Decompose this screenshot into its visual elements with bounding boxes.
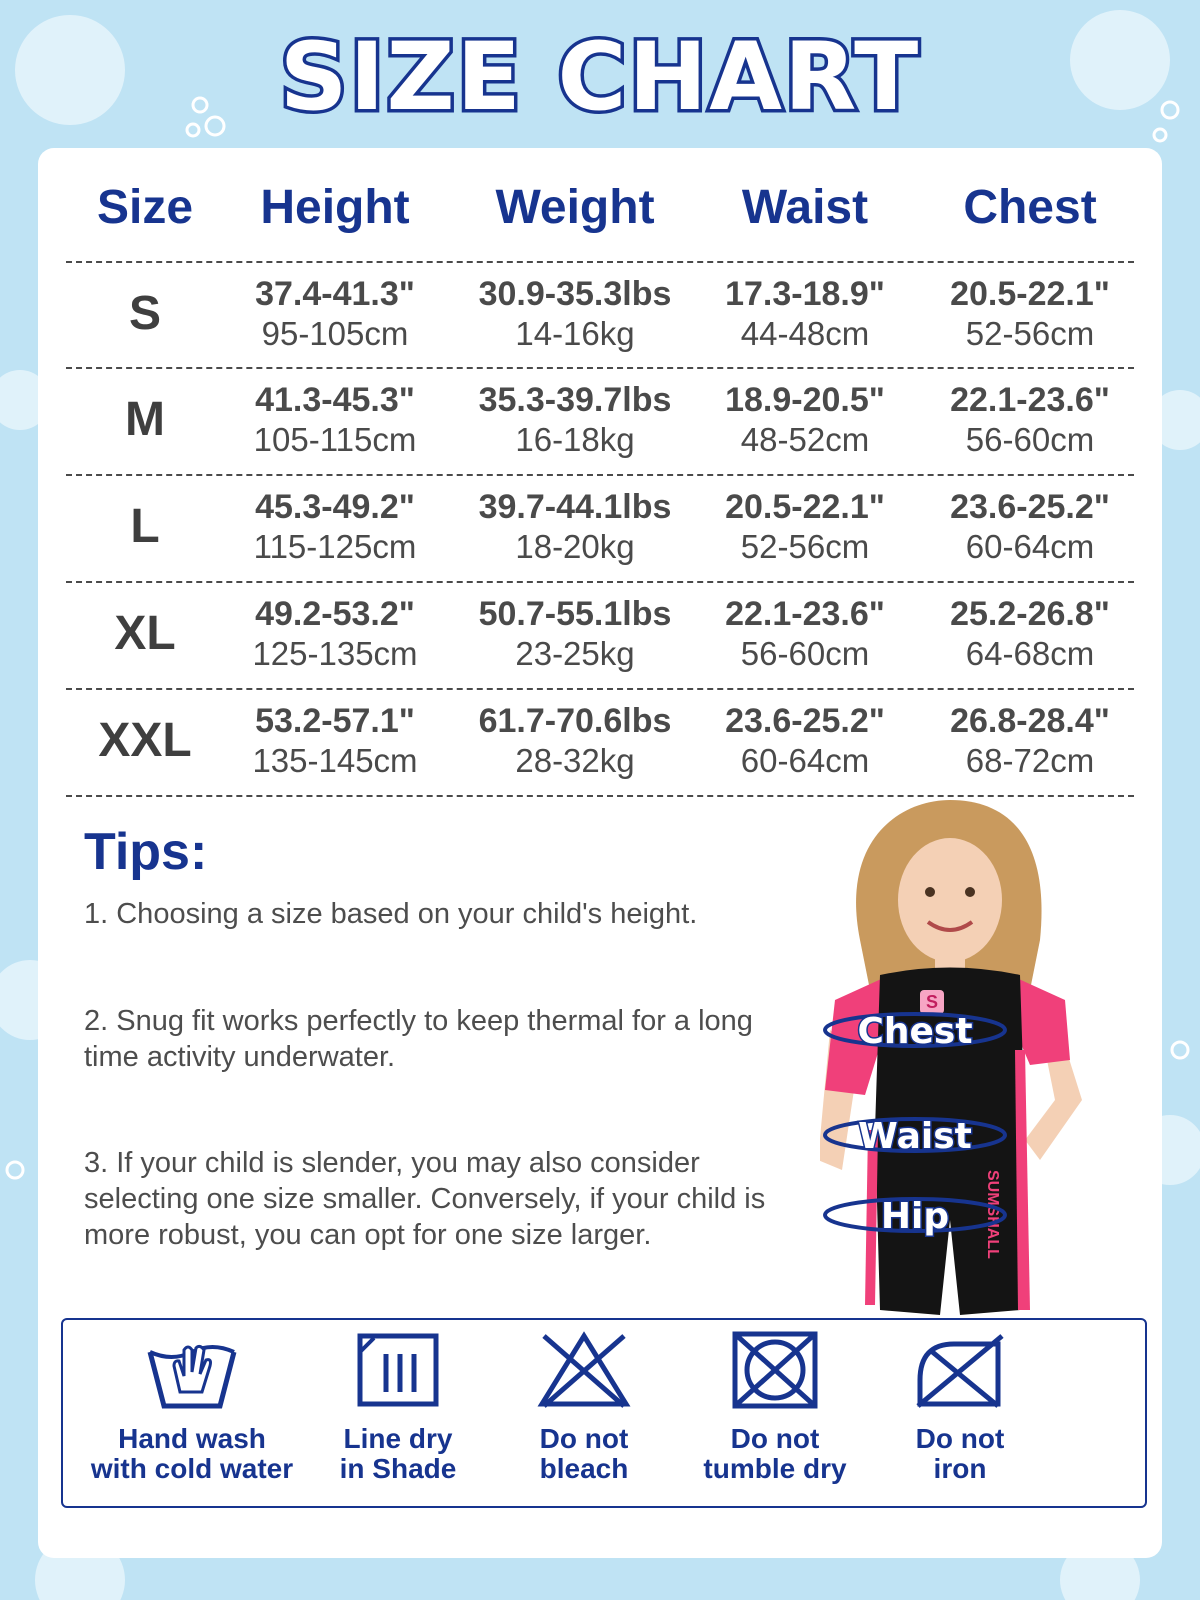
care-label-line2: in Shade [339,1453,457,1484]
chest-cm: 52-56cm [965,315,1095,352]
chest-cell [915,487,1145,567]
tips-heading: Tips: [84,823,208,881]
chest-inches: 25.2-26.8" [950,595,1110,633]
column-header-waist: Waist [741,181,869,234]
care-label-line2: tumble dry [703,1453,847,1484]
height-cm: 105-115cm [253,421,417,458]
waist-cm: 60-64cm [740,742,870,779]
height-cell [230,701,440,781]
tip-item-1: 1. Choosing a size based on your child's height. [84,898,698,930]
care-label-line2: with cold water [90,1453,294,1484]
column-header-weight: Weight [495,181,655,234]
hip-label: Hip [880,1196,950,1237]
no-iron-icon [910,1330,1010,1410]
hand-wash-icon [142,1330,242,1410]
child-wetsuit-figure [820,800,1090,1320]
care-label-line1: Do not [539,1423,629,1454]
waist-cm: 56-60cm [740,635,870,672]
weight-lbs: 39.7-44.1lbs [478,488,672,526]
weight-cell [455,594,695,674]
chest-cm: 68-72cm [965,742,1095,779]
height-cell [230,274,440,354]
height-inches: 37.4-41.3" [255,275,415,313]
waist-cell [700,594,910,674]
weight-lbs: 35.3-39.7lbs [478,381,672,419]
height-cm: 115-125cm [253,528,417,565]
table-divider [66,688,1134,690]
table-divider [66,367,1134,369]
chest-inches: 26.8-28.4" [950,702,1110,740]
waist-inches: 17.3-18.9" [725,275,885,313]
waist-cm: 44-48cm [740,315,870,352]
size-label: XXL [98,714,192,767]
chest-cm: 60-64cm [965,528,1095,565]
weight-kg: 16-18kg [515,421,635,458]
column-header-chest: Chest [963,181,1097,234]
height-cell [230,487,440,567]
column-header-size: Size [96,181,194,234]
weight-cell [455,274,695,354]
weight-lbs: 30.9-35.3lbs [478,275,672,313]
chest-inches: 20.5-22.1" [950,275,1110,313]
size-label: M [125,393,165,446]
waist-inches: 22.1-23.6" [725,595,885,633]
height-cm: 125-135cm [252,635,418,672]
care-label-line1: Do not [730,1423,820,1454]
height-inches: 41.3-45.3" [255,381,415,419]
waist-inches: 20.5-22.1" [725,488,885,526]
height-cell [230,594,440,674]
care-item-no-iron [850,1330,1070,1484]
line-dry-icon [348,1330,448,1410]
weight-cell [455,380,695,460]
waist-cell [700,380,910,460]
care-item-hand-wash [82,1330,302,1484]
table-divider [66,474,1134,476]
chest-cell [915,380,1145,460]
tip-item-3: 3. If your child is slender, you may also consider selecting one size smaller. Conversely, if your child is more robust, you can opt for one size larger. [84,1147,766,1251]
waist-inches: 18.9-20.5" [725,381,885,419]
height-cm: 95-105cm [261,315,409,352]
care-label-line2: bleach [539,1453,629,1484]
waist-inches: 23.6-25.2" [725,702,885,740]
weight-cell [455,487,695,567]
weight-kg: 28-32kg [515,742,635,779]
waist-cell [700,487,910,567]
no-bleach-icon [534,1330,634,1410]
waist-cm: 52-56cm [740,528,870,565]
size-label: XL [114,607,176,660]
weight-kg: 23-25kg [515,635,635,672]
care-label-line1: Hand wash [118,1423,266,1454]
column-header-height: Height [260,181,410,234]
weight-lbs: 50.7-55.1lbs [478,595,672,633]
page-title: SIZE CHART [279,23,921,132]
care-item-no-bleach [474,1330,694,1484]
chest-cm: 56-60cm [965,421,1095,458]
brand-vertical-text: SUMSHALL [984,1170,1001,1259]
weight-lbs: 61.7-70.6lbs [478,702,672,740]
height-inches: 49.2-53.2" [255,595,415,633]
waist-cell [700,701,910,781]
brand-logo-letter: S [925,992,939,1012]
care-label-line1: Do not [915,1423,1005,1454]
height-inches: 45.3-49.2" [255,488,415,526]
size-label: S [128,287,161,340]
chest-cell [915,274,1145,354]
chest-inches: 23.6-25.2" [950,488,1110,526]
care-label-line1: Line dry [343,1423,453,1454]
chest-inches: 22.1-23.6" [950,381,1110,419]
care-label-line2: iron [933,1453,987,1484]
tip-item-2: 2. Snug fit works perfectly to keep thermal for a long time activity underwater. [84,1005,753,1073]
weight-cell [455,701,695,781]
chest-cm: 64-68cm [965,635,1095,672]
chest-label: Chest [857,1011,973,1052]
table-divider [66,795,1134,797]
height-cell [230,380,440,460]
size-label: L [130,500,160,553]
weight-kg: 18-20kg [515,528,635,565]
waist-cm: 48-52cm [740,421,870,458]
waist-cell [700,274,910,354]
chest-cell [915,594,1145,674]
chest-cell [915,701,1145,781]
table-divider [66,261,1134,263]
height-cm: 135-145cm [252,742,418,779]
waist-label: Waist [858,1116,972,1157]
weight-kg: 14-16kg [515,315,635,352]
height-inches: 53.2-57.1" [255,702,415,740]
no-tumble-dry-icon [725,1330,825,1410]
table-divider [66,581,1134,583]
